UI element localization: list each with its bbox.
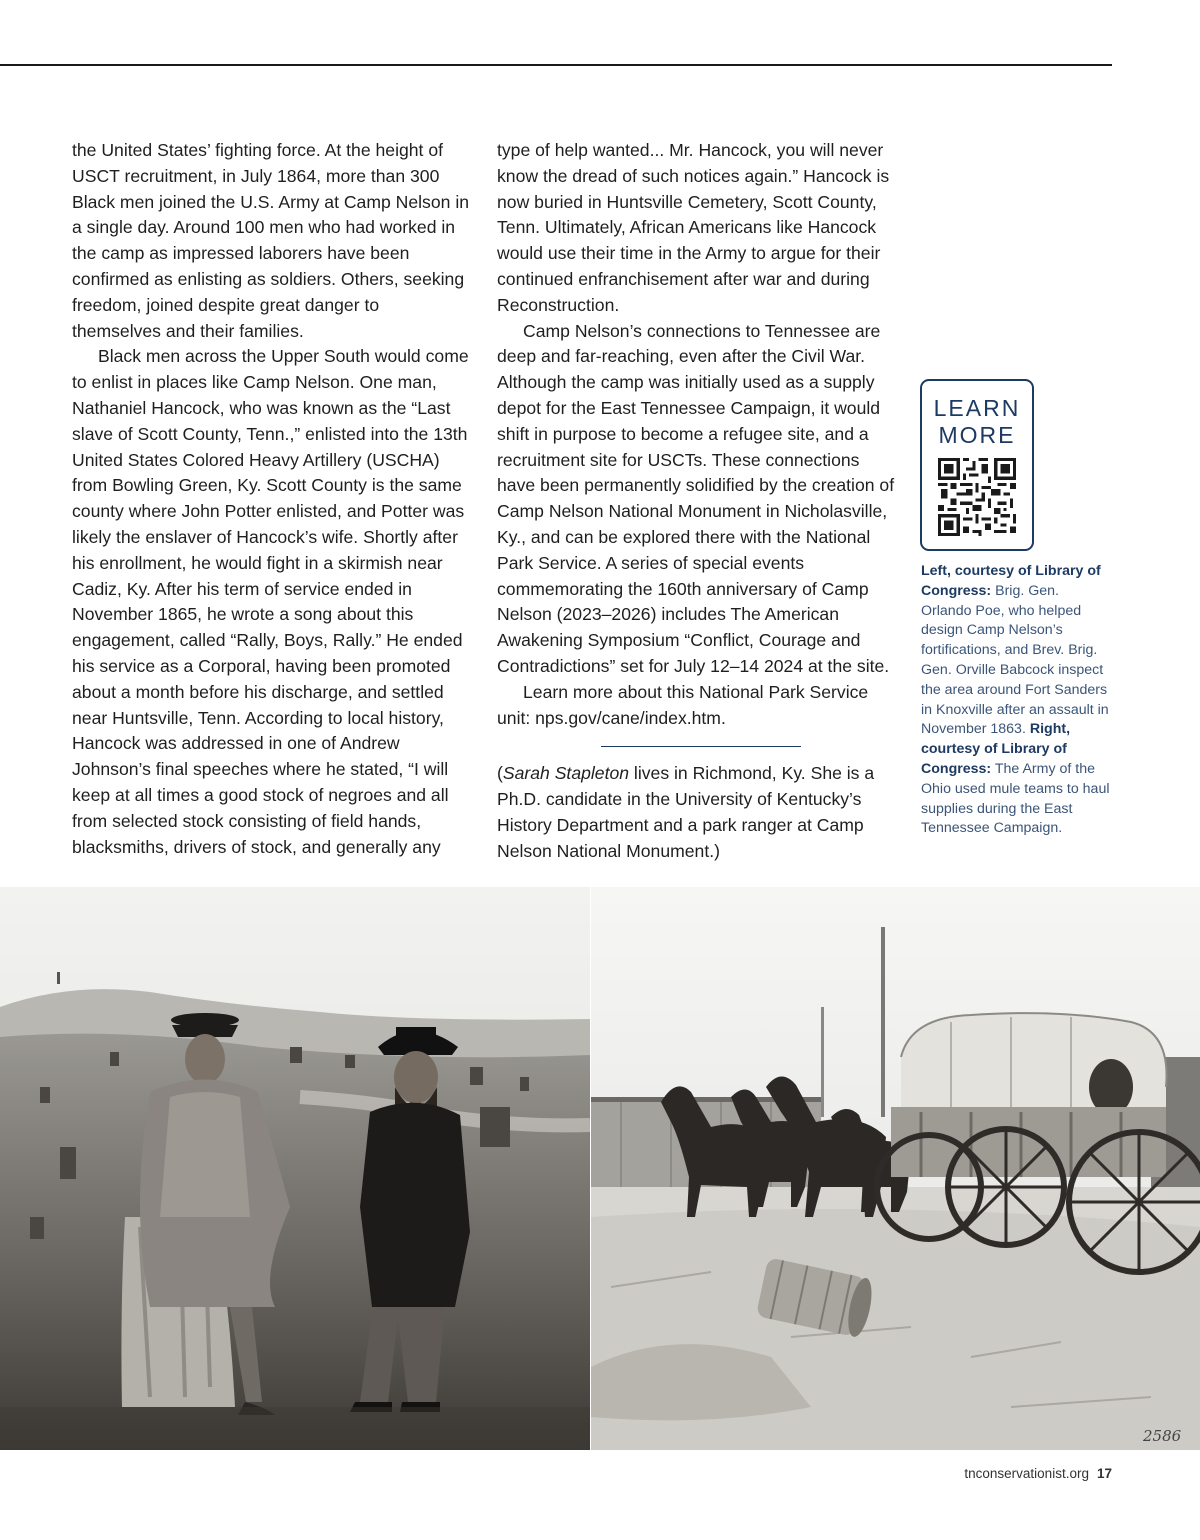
- byline-divider: [601, 746, 801, 747]
- paragraph: type of help wanted... Mr. Hancock, you will never know the dread of such notices again.” Hancock is now buried in Huntsville Cemetery, Scott County, Tenn. Ultimately, African Americans like Hancock would use their time in the Army to argue for their continued enfranchisement after war and during Reconstruction.: [497, 140, 890, 315]
- photo-caption: [921, 562, 1113, 839]
- author-byline: [497, 761, 902, 864]
- caption-right-label: Right, courtesy of Library of Congress:: [921, 721, 1071, 777]
- paragraph: Camp Nelson’s connections to Tennessee are deep and far-reaching, even after the Civil War. Although the camp was initially used as a supply depot for the East Tennessee Campaign, it would shift in purpose to become a refugee site, and a recruitment site for USCTs. These connections have been permanently solidified by the creation of Camp Nelson National Monument in Nicholasville, Ky., and can be explored there with the National Park Service. A series of special events commemorating the 160th anniversary of Camp Nelson (2023–2026) includes The American Awakening Symposium “Conflict, Courage and Contradictions” set for July 12–14 2024 at the site.: [497, 320, 895, 676]
- caption-right-text: The Army of the Ohio used mule teams to haul supplies during the East Tennessee Campaign.: [921, 760, 1110, 837]
- photo-officers-field: [0, 887, 590, 1450]
- byline-text: lives in Richmond, Ky. She is a Ph.D. candidate in the University of Kentucky’s History Department and a park ranger at Camp Nelson National Monument.): [497, 763, 875, 861]
- article-column-1: [72, 138, 470, 860]
- byline-open: (: [497, 763, 503, 784]
- learn-more-line-1: LEARN: [933, 395, 1021, 421]
- footer-site: tnconservationist.org: [964, 1466, 1089, 1481]
- plate-number: 2586: [1143, 1427, 1182, 1445]
- caption-left-label: Left, courtesy of Library of Congress:: [921, 563, 1101, 599]
- photo-supply-wagon: [591, 887, 1200, 1450]
- qr-code-icon[interactable]: [938, 458, 1016, 536]
- paragraph: the United States’ fighting force. At the height of USCT recruitment, in July 1864, more than 300 Black men joined the U.S. Army at Camp Nelson in a single day. Around 100 men who had worked in the camp as impressed laborers have been confirmed as enlisting as soldiers. Others, seeking freedom, joined despite great danger to themselves and their families.: [72, 140, 470, 341]
- learn-more-line-2: MORE: [938, 422, 1016, 448]
- header-rule: [0, 64, 1112, 66]
- page-footer: [964, 1466, 1112, 1481]
- learn-more-label: [922, 395, 1032, 449]
- paragraph: Black men across the Upper South would come to enlist in places like Camp Nelson. One man, Nathaniel Hancock, who was known as the “Last slave of Scott County, Tenn.,” enlisted into the 13th United States Colored Heavy Artillery (USCHA) from Bowling Green, Ky. Scott County is the same county where John Potter enlisted, and Potter was likely the enslaver of Hancock’s wife. Shortly after his enrollment, he would fight in a skirmish near Cadiz, Ky. After his term of service ended in November 1865, he wrote a song about this engagement, called “Rally, Boys, Rally.” He ended his service as a Corporal, having been promoted about a month before his discharge, and settled near Huntsville, Tenn. According to local history, Hancock was addressed in one of Andrew Johnson’s final speeches where he stated, “I will keep at all times a good stock of negroes and all from selected stock consisting of field hands, blacksmiths, drivers of stock, and generally any: [72, 346, 469, 857]
- paragraph: Learn more about this National Park Service unit: nps.gov/cane/index.htm.: [497, 681, 869, 728]
- article-column-2: [497, 138, 902, 865]
- caption-left-text: Brig. Gen. Orlando Poe, who helped design Camp Nelson’s fortifications, and Brev. Brig. Gen. Orville Babcock inspect the area around Fort Sanders in Knoxville after an assault in November 1863.: [921, 582, 1109, 738]
- author-name: Sarah Stapleton: [502, 763, 630, 784]
- learn-more-box[interactable]: [920, 379, 1034, 551]
- page-number: 17: [1096, 1466, 1112, 1481]
